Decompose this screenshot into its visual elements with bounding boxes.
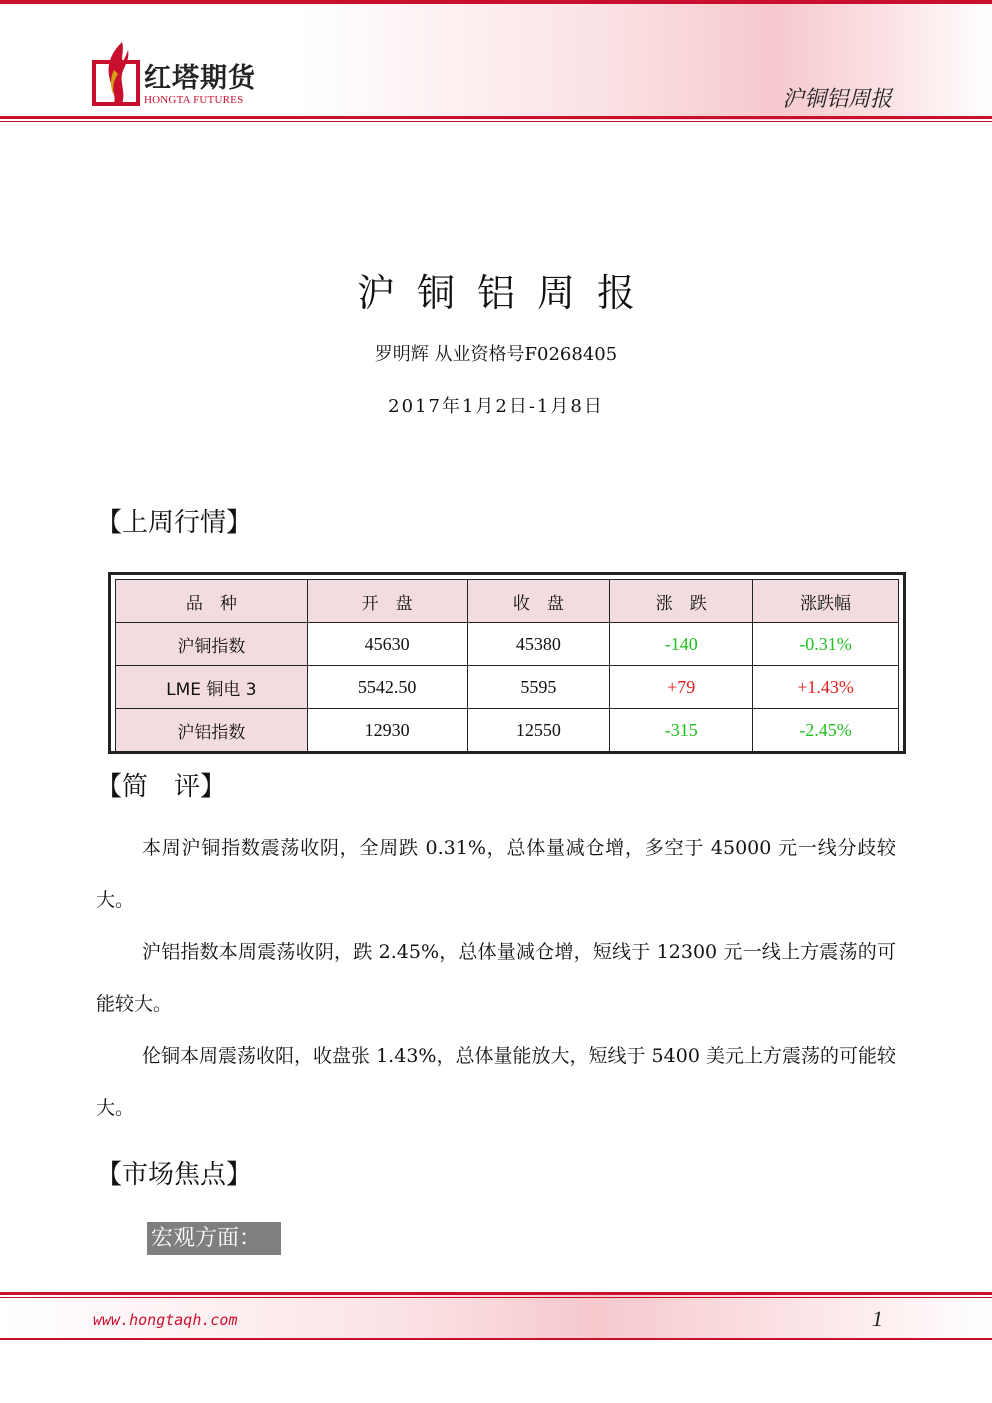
header-cell: 涨 跌 — [610, 580, 753, 623]
document-title: 沪铜铝周报 — [356, 271, 657, 315]
row-name-cell: 沪铜指数 — [116, 623, 308, 666]
pct-cell: -2.45% — [753, 709, 899, 752]
section-heading-focus: 【市场焦点】 — [96, 1160, 253, 1190]
change-cell: +79 — [610, 666, 753, 709]
row-name-cell: 沪铝指数 — [116, 709, 308, 752]
open-cell: 45630 — [307, 623, 467, 666]
header-rule-thin — [0, 121, 992, 122]
header-cell: 收 盘 — [467, 580, 610, 623]
open-cell: 5542.50 — [307, 666, 467, 709]
logo-english-text: HONGTA FUTURES — [144, 94, 244, 106]
header-cell: 品 种 — [116, 580, 308, 623]
open-cell: 12930 — [307, 709, 467, 752]
quote-table-frame — [108, 572, 906, 754]
header-rule — [0, 116, 992, 119]
table-row — [116, 666, 899, 709]
header-cell: 开 盘 — [307, 580, 467, 623]
footer-website-link[interactable]: www.hongtaqh.com — [93, 1311, 238, 1329]
review-paragraph-lme: 伦铜本周震荡收阳，收盘张 1.43%，总体量能放大，短线于 5400 美元上方震荡的可能较大。 — [96, 1045, 896, 1119]
table-row — [116, 623, 899, 666]
pct-cell: -0.31% — [753, 623, 899, 666]
section-heading-market: 【上周行情】 — [96, 508, 253, 538]
footer-rule-thin — [0, 1297, 992, 1298]
close-cell: 5595 — [467, 666, 610, 709]
section-heading-review: 【简 评】 — [96, 772, 227, 802]
review-paragraph-copper: 本周沪铜指数震荡收阴，全周跌 0.31%，总体量减仓增，多空于 45000 元一线分歧较大。 — [96, 837, 896, 911]
close-cell: 45380 — [467, 623, 610, 666]
macro-label: 宏观方面： — [147, 1222, 281, 1255]
header-report-name: 沪铜铝周报 — [781, 87, 892, 112]
page-number: 1 — [872, 1306, 883, 1331]
author-line: 罗明辉 从业资格号F0268405 — [374, 344, 618, 365]
company-logo — [92, 40, 292, 110]
table-row — [116, 709, 899, 752]
change-cell: -140 — [610, 623, 753, 666]
review-paragraph-aluminum: 沪铝指数本周震荡收阴，跌 2.45%，总体量减仓增，短线于 12300 元一线上方震荡的可能较大。 — [96, 941, 896, 1015]
flame-logo-icon — [92, 40, 142, 110]
pct-cell: +1.43% — [753, 666, 899, 709]
close-cell: 12550 — [467, 709, 610, 752]
row-name-cell: LME 铜电 3 — [116, 666, 308, 709]
logo-chinese-text: 红塔期货 — [144, 63, 256, 94]
change-cell: -315 — [610, 709, 753, 752]
header-cell: 涨跌幅 — [753, 580, 899, 623]
date-line: 2017年1月2日-1月8日 — [388, 396, 604, 417]
table-header-row — [116, 580, 899, 623]
quote-table — [115, 579, 899, 752]
footer-rule — [0, 1292, 992, 1295]
footer-rule-bottom — [0, 1338, 992, 1340]
